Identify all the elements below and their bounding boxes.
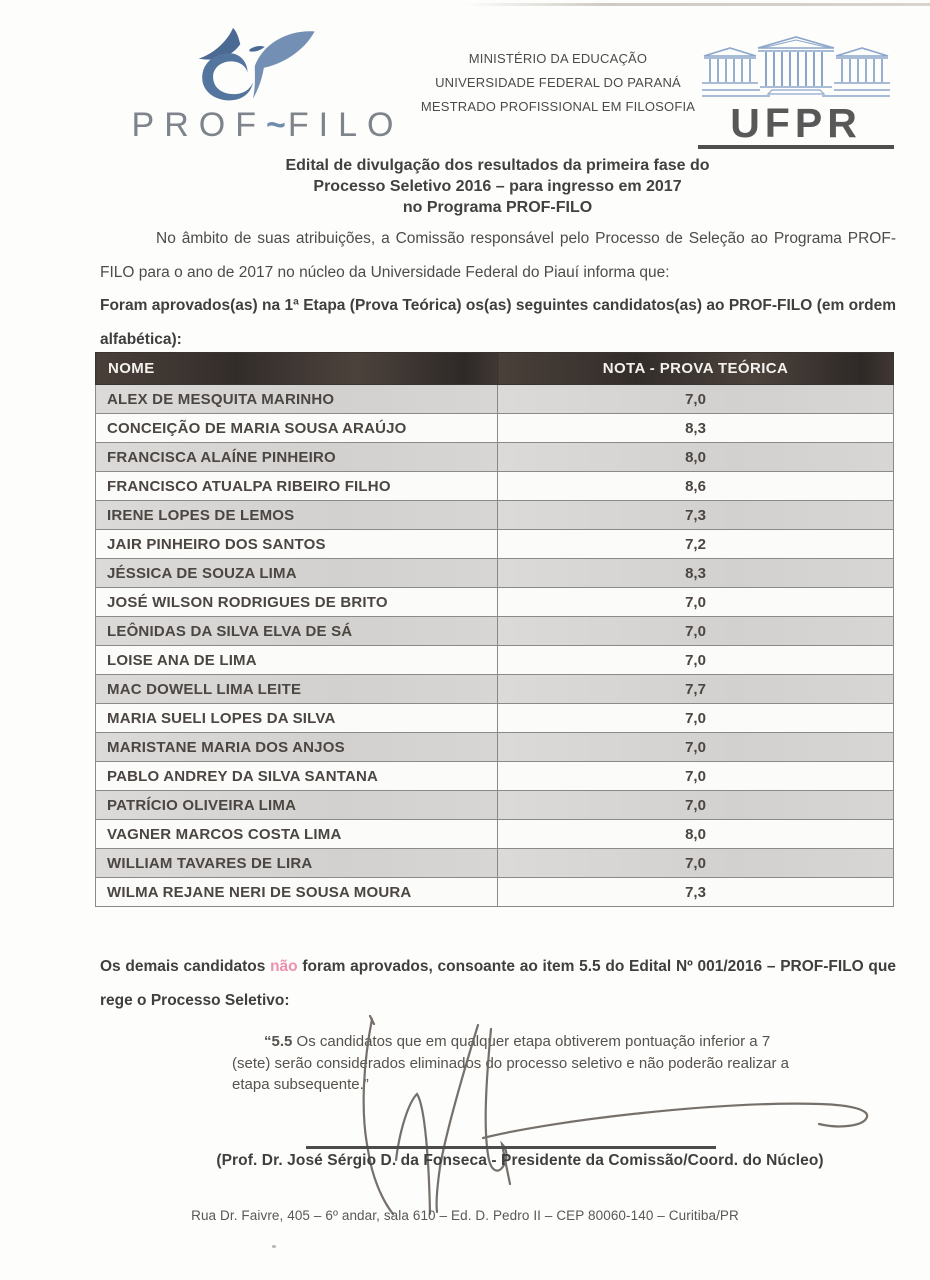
rejection-part1: Os demais candidatos bbox=[100, 958, 271, 975]
candidate-score: 7,0 bbox=[498, 849, 894, 878]
candidate-name: FRANCISCO ATUALPA RIBEIRO FILHO bbox=[96, 472, 498, 501]
table-row bbox=[96, 704, 894, 733]
table-row bbox=[96, 733, 894, 762]
candidate-score: 7,0 bbox=[498, 762, 894, 791]
candidate-score: 7,0 bbox=[498, 646, 894, 675]
candidate-name: ALEX DE MESQUITA MARINHO bbox=[96, 385, 498, 414]
candidate-name: VAGNER MARCOS COSTA LIMA bbox=[96, 820, 498, 849]
candidate-score: 7,0 bbox=[498, 791, 894, 820]
column-header-nome: NOME bbox=[96, 353, 498, 385]
candidate-name: IRENE LOPES DE LEMOS bbox=[96, 501, 498, 530]
approved-statement: Foram aprovados(as) na 1ª Etapa (Prova Teórica) os(as) seguintes candidatos(as) ao PROF-FILO (em ordem alfabética): bbox=[100, 297, 896, 348]
quote-text: Os candidatos que em qualquer etapa obtiverem pontuação inferior a 7 (sete) serão considerados eliminados do processo seletivo e não poderão realizar a etapa subsequente.” bbox=[232, 1033, 789, 1093]
scan-artifact-dot bbox=[272, 1245, 276, 1248]
candidate-name: JOSÉ WILSON RODRIGUES DE BRITO bbox=[96, 588, 498, 617]
candidate-score: 8,0 bbox=[498, 820, 894, 849]
ufpr-wordmark: UFPR bbox=[698, 103, 894, 149]
table-row bbox=[96, 646, 894, 675]
candidate-name: MARIA SUELI LOPES DA SILVA bbox=[96, 704, 498, 733]
candidate-name: MARISTANE MARIA DOS ANJOS bbox=[96, 733, 498, 762]
candidate-name: LOISE ANA DE LIMA bbox=[96, 646, 498, 675]
document-title bbox=[100, 155, 895, 218]
candidate-name: PABLO ANDREY DA SILVA SANTANA bbox=[96, 762, 498, 791]
candidate-name: FRANCISCA ALAÍNE PINHEIRO bbox=[96, 443, 498, 472]
ministry-line: UNIVERSIDADE FEDERAL DO PARANÁ bbox=[435, 75, 681, 90]
candidate-name: PATRÍCIO OLIVEIRA LIMA bbox=[96, 791, 498, 820]
footer-address: Rua Dr. Faivre, 405 – 6º andar, sala 610 – Ed. D. Pedro II – CEP 80060-140 – Curitiba/PR bbox=[191, 1208, 739, 1223]
table-row bbox=[96, 588, 894, 617]
ministry-line: MESTRADO PROFISSIONAL EM FILOSOFIA bbox=[420, 99, 696, 114]
candidate-name: LEÔNIDAS DA SILVA ELVA DE SÁ bbox=[96, 617, 498, 646]
candidate-name: CONCEIÇÃO DE MARIA SOUSA ARAÚJO bbox=[96, 414, 498, 443]
candidate-score: 8,3 bbox=[498, 559, 894, 588]
table-row bbox=[96, 414, 894, 443]
ministry-header bbox=[418, 47, 698, 119]
table-row bbox=[96, 559, 894, 588]
tilde-swoosh: ~ bbox=[266, 106, 288, 144]
title-line: Processo Seletivo 2016 – para ingresso em 2017 bbox=[313, 178, 682, 195]
column-header-nota: NOTA - PROVA TEÓRICA bbox=[498, 353, 894, 385]
rejection-part2: foram aprovados, consoante ao item 5.5 do Edital Nº 001/2016 – PROF-FILO que rege o Processo Seletivo: bbox=[100, 958, 896, 1009]
ufpr-logo bbox=[698, 34, 894, 149]
candidate-score: 7,0 bbox=[498, 617, 894, 646]
candidate-name: JÉSSICA DE SOUZA LIMA bbox=[96, 559, 498, 588]
scan-artifact-line bbox=[465, 3, 930, 6]
results-table-body bbox=[96, 385, 894, 907]
candidate-score: 7,0 bbox=[498, 588, 894, 617]
table-row bbox=[96, 820, 894, 849]
signature-scribble bbox=[300, 1002, 900, 1237]
results-table bbox=[95, 352, 894, 907]
candidate-score: 8,0 bbox=[498, 443, 894, 472]
table-row bbox=[96, 878, 894, 907]
table-row bbox=[96, 849, 894, 878]
candidate-name: WILLIAM TAVARES DE LIRA bbox=[96, 849, 498, 878]
prof-filo-wordmark: PROF~FILO bbox=[131, 106, 404, 144]
title-line: no Programa PROF-FILO bbox=[402, 199, 593, 216]
candidate-score: 7,3 bbox=[498, 501, 894, 530]
title-line: Edital de divulgação dos resultados da primeira fase do bbox=[285, 157, 710, 174]
candidate-score: 7,2 bbox=[498, 530, 894, 559]
ufpr-building-icon bbox=[700, 34, 892, 100]
candidate-score: 8,6 bbox=[498, 472, 894, 501]
candidate-name: MAC DOWELL LIMA LEITE bbox=[96, 675, 498, 704]
candidate-score: 7,0 bbox=[498, 733, 894, 762]
nao-highlight: não bbox=[270, 958, 298, 975]
candidate-score: 7,7 bbox=[498, 675, 894, 704]
table-row bbox=[96, 762, 894, 791]
quote-item-number: “5.5 bbox=[264, 1033, 293, 1050]
candidate-score: 8,3 bbox=[498, 414, 894, 443]
table-row bbox=[96, 530, 894, 559]
intro-paragraph: No âmbito de suas atribuições, a Comissão responsável pelo Processo de Seleção ao Programa PROF-FILO para o ano de 2017 no núcleo da Universidade Federal do Piauí informa que: bbox=[100, 230, 896, 281]
table-row bbox=[96, 791, 894, 820]
prof-filo-owl-icon bbox=[175, 26, 360, 104]
candidate-name: WILMA REJANE NERI DE SOUSA MOURA bbox=[96, 878, 498, 907]
candidate-score: 7,0 bbox=[498, 704, 894, 733]
signature-line bbox=[306, 1146, 716, 1149]
table-row bbox=[96, 385, 894, 414]
intro-section bbox=[100, 222, 896, 356]
table-row bbox=[96, 501, 894, 530]
table-row bbox=[96, 472, 894, 501]
table-header-row bbox=[96, 353, 894, 385]
prof-filo-logo bbox=[100, 26, 435, 145]
ministry-line: MINISTÉRIO DA EDUCAÇÃO bbox=[468, 51, 648, 66]
candidate-score: 7,0 bbox=[498, 385, 894, 414]
table-row bbox=[96, 617, 894, 646]
table-row bbox=[96, 443, 894, 472]
candidate-score: 7,3 bbox=[498, 878, 894, 907]
candidate-name: JAIR PINHEIRO DOS SANTOS bbox=[96, 530, 498, 559]
table-row bbox=[96, 675, 894, 704]
signer-name: (Prof. Dr. José Sérgio D. da Fonseca - Presidente da Comissão/Coord. do Núcleo) bbox=[216, 1152, 824, 1169]
